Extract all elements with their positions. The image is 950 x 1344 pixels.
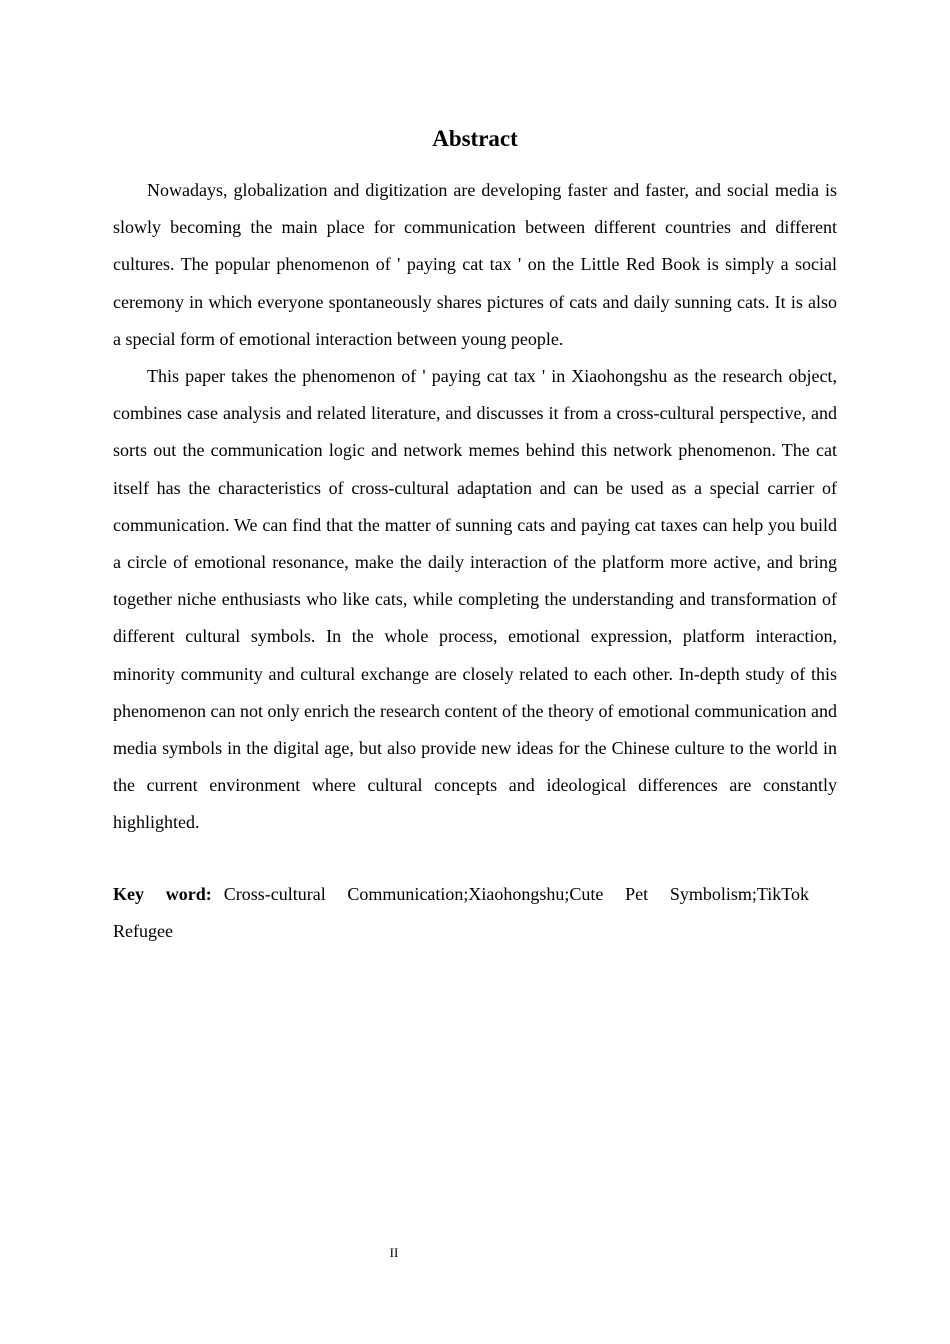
abstract-body xyxy=(113,172,837,842)
keywords-text: Cross-cultural Communication;Xiaohongshu;Cute Pet Symbolism;TikTok Refugee xyxy=(113,884,809,942)
abstract-paragraph-1: Nowadays, globalization and digitization are developing faster and faster, and social media is slowly becoming the main place for communication between different countries and different cultures. The popular phenomenon of ' paying cat tax ' on the Little Red Book is simply a social ceremony in which everyone spontaneously shares pictures of cats and daily sunning cats. It is also a special form of emotional interaction between young people. xyxy=(113,180,837,349)
keywords-line xyxy=(113,876,809,950)
keywords-label: Key word: xyxy=(113,884,212,904)
abstract-paragraph-2: This paper takes the phenomenon of ' paying cat tax ' in Xiaohongshu as the research object, combines case analysis and related literature, and discusses it from a cross-cultural perspective, and sorts out the communication logic and network memes behind this network phenomenon. The cat itself has the characteristics of cross-cultural adaptation and can be used as a special carrier of communication. We can find that the matter of sunning cats and paying cat taxes can help you build a circle of emotional resonance, make the daily interaction of the platform more active, and bring together niche enthusiasts who like cats, while completing the understanding and transformation of different cultural symbols. In the whole process, emotional expression, platform interaction, minority community and cultural exchange are closely related to each other. In-depth study of this phenomenon can not only enrich the research content of the theory of emotional communication and media symbols in the digital age, but also provide new ideas for the Chinese culture to the world in the current environment where cultural concepts and ideological differences are constantly highlighted. xyxy=(113,366,837,833)
abstract-title: Abstract xyxy=(432,126,518,151)
page-number: II xyxy=(389,1245,399,1260)
